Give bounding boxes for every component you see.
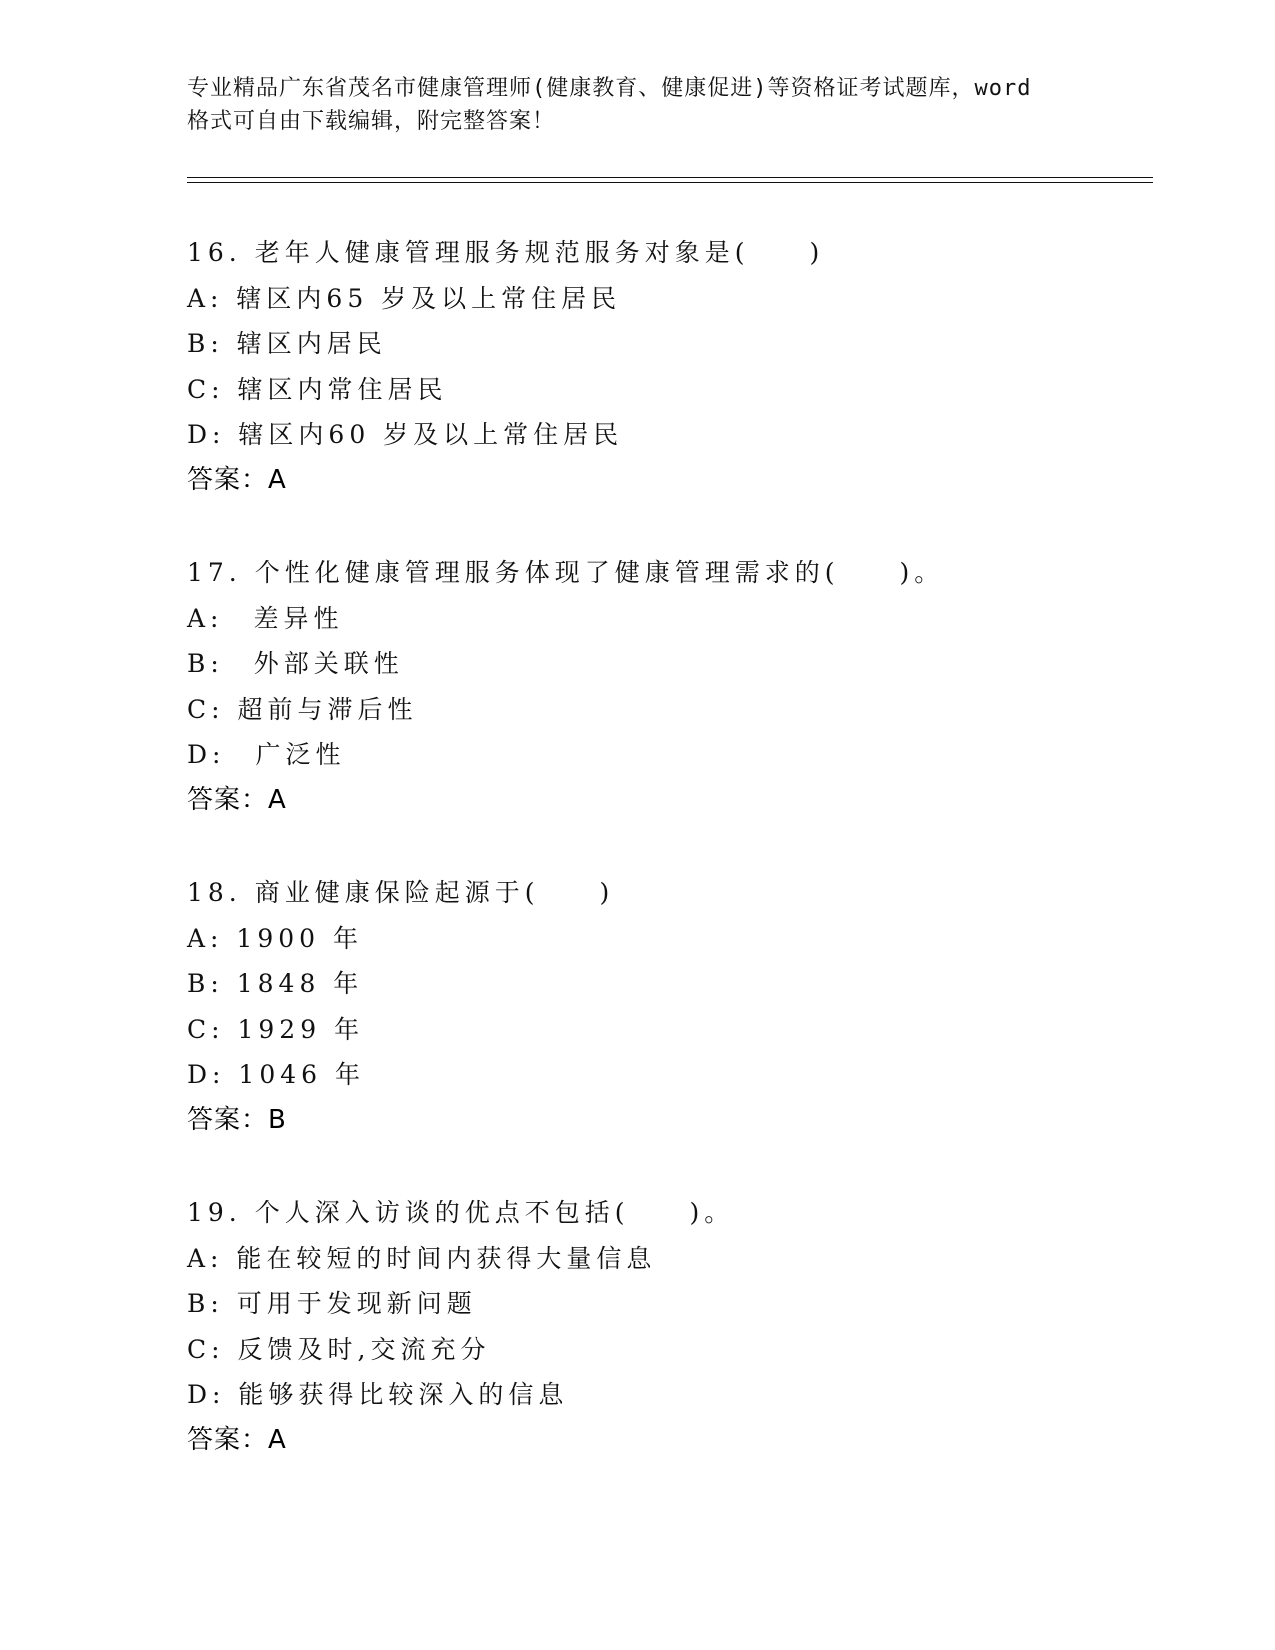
option-b: B: 可用于发现新问题 [187,1289,477,1318]
question-stem: 19. 个人深入访谈的优点不包括( )。 [187,1198,735,1227]
option-d: D: 辖区内60 岁及以上常住居民 [187,420,624,449]
header-divider-top [187,177,1153,178]
option-b: B: 辖区内居民 [187,329,387,358]
question-17 [187,550,1147,870]
option-c: C: 超前与滞后性 [187,694,418,724]
question-stem: 16. 老年人健康管理服务规范服务对象是( ) [187,238,825,267]
question-16 [187,230,1147,550]
header-line-2: 格式可自由下载编辑，附完整答案！ [187,109,556,134]
option-a: A: 差异性 [187,603,344,633]
option-b: B: 1848 年 [187,969,364,998]
option-b: B: 外部关联性 [187,649,404,678]
answer-line: 答案：A [187,784,287,815]
document-header [187,72,1087,138]
option-c: C: 反馈及时,交流充分 [187,1334,491,1364]
header-divider-bottom [187,182,1153,183]
question-18 [187,870,1147,1190]
option-a: A: 能在较短的时间内获得大量信息 [187,1243,657,1273]
answer-line: 答案：A [187,1424,287,1455]
option-d: D: 能够获得比较深入的信息 [187,1380,569,1409]
option-d: D: 1046 年 [187,1060,365,1089]
answer-line: 答案：A [187,464,287,495]
answer-line: 答案：B [187,1104,287,1135]
option-a: A: 辖区内65 岁及以上常住居民 [187,283,622,313]
option-c: C: 辖区内常住居民 [187,374,448,404]
option-d: D: 广泛性 [187,740,346,769]
header-line-1: 专业精品广东省茂名市健康管理师(健康教育、健康促进)等资格证考试题库，word [187,76,1032,101]
question-19 [187,1190,1147,1510]
option-c: C: 1929 年 [187,1014,365,1044]
question-list [187,230,1147,1510]
option-a: A: 1900 年 [187,923,363,953]
question-stem: 17. 个性化健康管理服务体现了健康管理需求的( )。 [187,558,945,587]
question-stem: 18. 商业健康保险起源于( ) [187,878,615,907]
